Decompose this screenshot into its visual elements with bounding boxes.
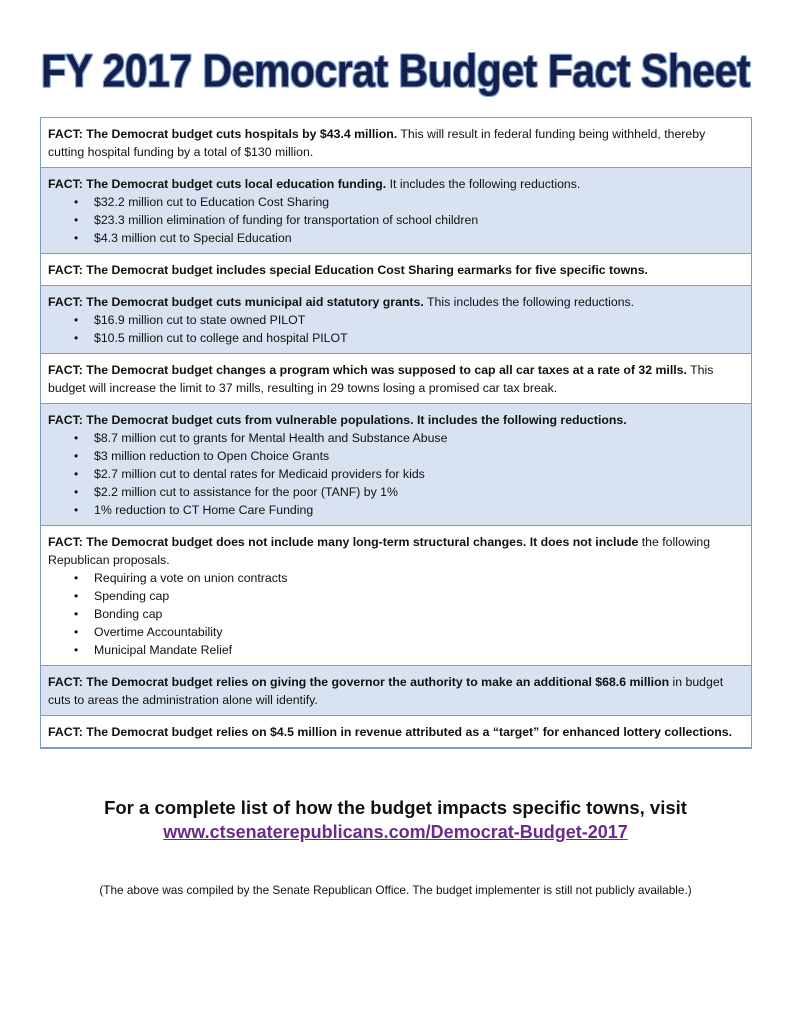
fact-text: in budget cuts to areas the administration alone will identify. [48,675,724,707]
list-item: • $10.5 million cut to college and hospital PILOT [94,329,744,347]
fact-hospitals [41,118,751,167]
footer-heading: For a complete list of how the budget impacts specific towns, visit [104,797,687,818]
list-item: • $4.3 million cut to Special Education [94,229,744,247]
bullet-list [48,569,744,659]
fact-text: This budget will increase the limit to 37 mills, resulting in 29 towns losing a promised car tax break. [48,363,714,395]
fact-heading: FACT: The Democrat budget relies on $4.5 million in revenue attributed as a “target” for enhanced lottery collections. [48,725,732,739]
fact-car-tax [41,353,751,403]
fact-heading: FACT: The Democrat budget changes a program which was supposed to cap all car taxes at a rate of 32 mills. [48,363,687,377]
fact-education [41,167,751,253]
fact-vulnerable-populations [41,403,751,525]
list-item: • $2.2 million cut to assistance for the poor (TANF) by 1% [94,483,744,501]
budget-link[interactable]: www.ctsenaterepublicans.com/Democrat-Budget-2017 [163,822,628,842]
bullet-list [48,311,744,347]
list-item: • $3 million reduction to Open Choice Grants [94,447,744,465]
list-item: • 1% reduction to CT Home Care Funding [94,501,744,519]
fact-structural-changes [41,525,751,665]
page-title: FY 2017 Democrat Budget Fact Sheet [40,45,751,97]
list-item: • $2.7 million cut to dental rates for Medicaid providers for kids [94,465,744,483]
fact-lottery-revenue [41,715,751,747]
fact-governor-authority [41,665,751,715]
fact-municipal-aid [41,285,751,353]
list-item: • Overtime Accountability [94,623,744,641]
list-item: • Municipal Mandate Relief [94,641,744,659]
fact-table [40,117,752,749]
fact-text: It includes the following reductions. [386,177,581,191]
list-item: • Requiring a vote on union contracts [94,569,744,587]
fact-heading: FACT: The Democrat budget cuts hospitals by $43.4 million. [48,127,398,141]
list-item: • Spending cap [94,587,744,605]
footer-note: (The above was compiled by the Senate Republican Office. The budget implementer is still not publicly available.) [99,883,692,897]
fact-heading: FACT: The Democrat budget does not include many long-term structural changes. It does not include [48,535,639,549]
fact-ecs-earmarks [41,253,751,285]
bullet-list [48,429,744,519]
list-item: • $32.2 million cut to Education Cost Sharing [94,193,744,211]
list-item: • Bonding cap [94,605,744,623]
list-item: • $8.7 million cut to grants for Mental Health and Substance Abuse [94,429,744,447]
fact-text: This will result in federal funding being withheld, thereby cutting hospital funding by a total of $130 million. [48,127,706,159]
list-item: • $16.9 million cut to state owned PILOT [94,311,744,329]
fact-text: This includes the following reductions. [423,295,635,309]
bullet-list [48,193,744,247]
fact-text: the following Republican proposals. [48,535,711,567]
list-item: • $23.3 million elimination of funding for transportation of school children [94,211,744,229]
fact-heading: FACT: The Democrat budget relies on giving the governor the authority to make an additional $68.6 million [48,675,670,689]
fact-heading: FACT: The Democrat budget cuts from vulnerable populations. It includes the following reductions. [48,413,627,427]
fact-heading: FACT: The Democrat budget cuts local education funding. [48,177,387,191]
fact-heading: FACT: The Democrat budget cuts municipal aid statutory grants. [48,295,424,309]
fact-heading: FACT: The Democrat budget includes special Education Cost Sharing earmarks for five specific towns. [48,263,648,277]
